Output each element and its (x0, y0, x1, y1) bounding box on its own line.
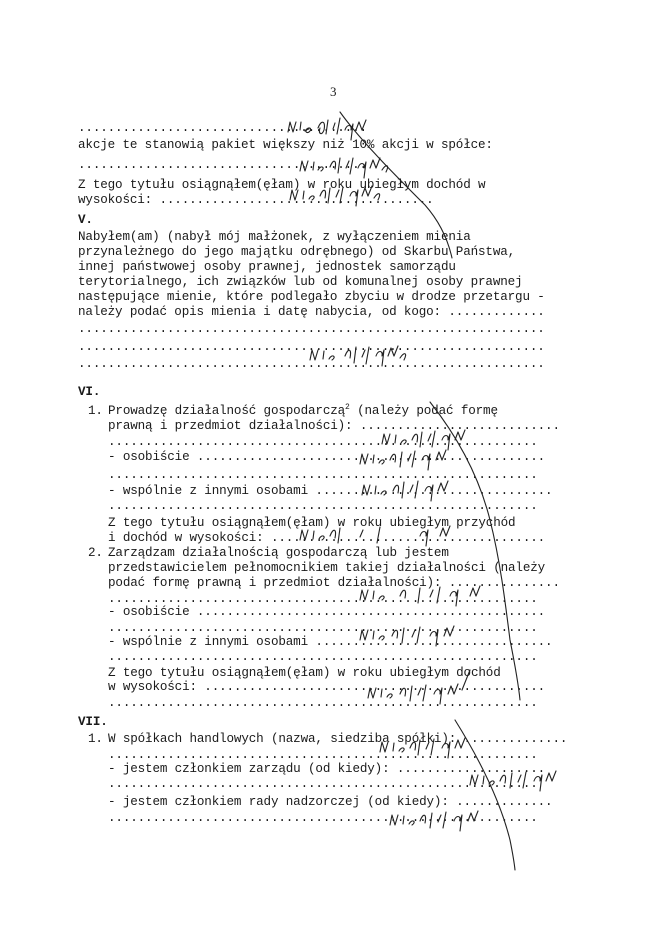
legal-form-line: prawną i przedmiot działalności): ........................... (108, 419, 560, 433)
personal-line: - osobiście ............................................... (108, 450, 546, 464)
shares-text: akcje te stanowią pakiet większy niż 10% akcji w spółce: (78, 138, 493, 152)
companies-line: W spółkach handlowych (nazwa, siedziba spółki): .............. (108, 732, 568, 746)
legal-form-line: podać formę prawną i przedmiot działalności): ............... (108, 576, 560, 590)
dotted-line: ....................................... (78, 121, 367, 135)
dotted-line: .......................................................... (108, 499, 538, 513)
supervisory-board-line: - jestem członkiem rady nadzorczej (od kiedy): ............. (108, 795, 553, 809)
management-line: Zarządzam działalnością gospodarczą lub jestem (108, 546, 449, 560)
income-text: Z tego tytułu osiągnąłem(ęłam) w roku ubiegłym dochód w (78, 178, 486, 192)
dotted-line: .......................................................... (108, 811, 538, 825)
income-amount-line: i dochód w wysokości: ..................................... (108, 531, 546, 545)
dotted-line: .......................................................... (108, 696, 538, 710)
personal-line: - osobiście ............................................... (108, 605, 546, 619)
jointly-line: - wspólnie z innymi osobami ................................ (108, 484, 553, 498)
dotted-line: .......................................................... (108, 777, 538, 791)
dotted-line: ............................................................... (78, 340, 545, 354)
income-amount-line: wysokości: ..................................... (78, 193, 434, 207)
page-number: 3 (330, 84, 337, 99)
business-activity-line (108, 404, 498, 418)
dotted-line: ....................................... (78, 158, 367, 172)
section-v-line: Nabyłem(am) (nabył mój małżonek, z wyłączeniem mienia (78, 230, 471, 244)
section-v-line: przynależnego do jego majątku odrębnego) od Skarbu Państwa, (78, 245, 516, 259)
section-v-line: należy podać opis mienia i datę nabycia, od kogo: ............. (78, 305, 545, 319)
item-number: 2. (88, 546, 103, 560)
management-line: przedstawicielem pełnomocnikiem takiej działalności (należy (108, 561, 546, 575)
footnote-mark: 2 (345, 402, 350, 412)
dotted-line: .......................................................... (108, 468, 538, 482)
dotted-line: .......................................................... (108, 435, 538, 449)
item-number: 1. (88, 404, 103, 418)
section-v-line: terytorialnego, ich związków lub od komunalnej osoby prawnej (78, 275, 523, 289)
section-v-heading: V. (78, 213, 93, 227)
dotted-line: .......................................................... (108, 621, 538, 635)
income-text: Z tego tytułu osiągnąłem(ęłam) w roku ubiegłym przychód (108, 516, 516, 530)
item-number: 1. (88, 732, 103, 746)
dotted-line: .......................................................... (108, 650, 538, 664)
section-v-line: następujące mienie, które podlegało zbyciu w drodze przetargu - (78, 290, 545, 304)
income-amount-line: w wysokości: .............................................. (108, 680, 546, 694)
dotted-line: ............................................................... (78, 322, 545, 336)
dotted-line: .......................................................... (108, 748, 538, 762)
board-member-line: - jestem członkiem zarządu (od kiedy): .................... (108, 762, 546, 776)
section-vii-heading: VII. (78, 715, 108, 729)
jointly-line: - wspólnie z innymi osobami ................................ (108, 635, 553, 649)
dotted-line: .......................................................... (108, 592, 538, 606)
business-activity-text-rest: (należy podać formę (349, 404, 498, 418)
dotted-line: ............................................................... (78, 357, 545, 371)
income-text: Z tego tytułu osiągnąłem(ęłam) w roku ubiegłym dochód (108, 666, 501, 680)
section-v-line: innej państwowej osoby prawnej, jednostek samorządu (78, 260, 456, 274)
business-activity-text: Prowadzę działalność gospodarczą (108, 404, 346, 418)
section-vi-heading: VI. (78, 385, 101, 399)
